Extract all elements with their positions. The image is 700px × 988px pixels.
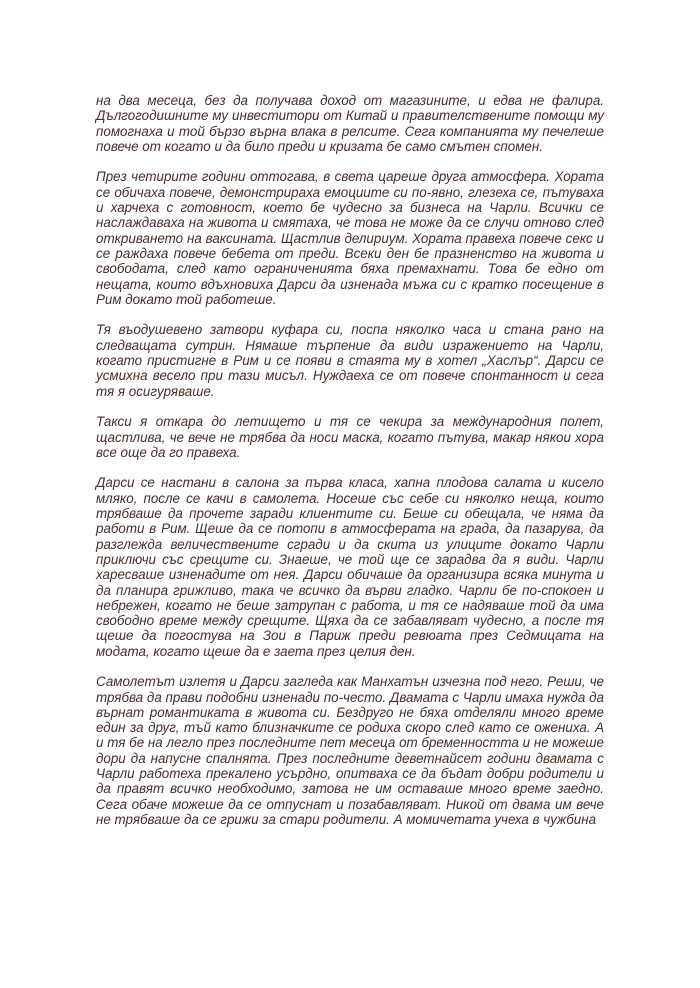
paragraph-1: на два месеца, без да получава доход от магазините, и едва не фалира. Дългогодишните му инвеститори от Китай и правителствените помощи му помогнаха и той бързо върна влака в релсите. Сега компанията му печелеше повече от когато и да било преди и кризата бе само смътен спомен. (96, 93, 604, 154)
paragraph-5: Дарси се настани в салона за първа класа, хапна плодова салата и кисело мляко, после се качи в самолета. Носеше със себе си няколко неща, които трябваше да прочете заради клиентите си. Беше си обещала, че няма да работи в Рим. Щеше да се потопи в атмосферата на града, да пазарува, да разглежда величествените сгради и да скита из улиците докато Чарли приключи със срещите си. Знаеше, че той ще се зарадва да я види. Чарли харесваше изненадите от нея. Дарси обичаше да организира всяка минута и да планира грижливо, така че всичко да върви гладко. Чарли бе по-спокоен и небрежен, когато не беше затрупан с работа, и тя се надяваше той да има свободно време между срещите. Щяха да се забавляват чудесно, а после тя щеше да погостува на Зои в Париж преди ревюата през Седмицата на модата, когато щеше да е заета през целия ден. (96, 475, 604, 659)
body-text (96, 93, 604, 827)
paragraph-6: Самолетът излетя и Дарси загледа как Манхатън изчезна под него. Реши, че трябва да прави подобни изненади по-често. Двамата с Чарли имаха нужда да върнат романтиката в живота си. Бездруго не бяха отделяли много време един за друг, тъй като близначките се родиха скоро след като се ожениха. А и тя бе на легло през последните пет месеца от бременността и не можеше дори да напусне спалнята. През последните деветнайсет години двамата с Чарли работеха прекалено усърдно, опитваха се да бъдат добри родители и да правят всичко необходимо, затова не им оставаше много време заедно. Сега обаче можеше да се отпуснат и позабавляват. Никой от двама им вече не трябваше да се грижи за стари родители. А момичетата учеха в чужбина (96, 674, 604, 827)
paragraph-4: Такси я откара до летището и тя се чекира за международния полет, щастлива, че вече не трябва да носи маска, когато пътува, макар някои хора все още да го правеха. (96, 414, 604, 460)
paragraph-2: През четирите години оттогава, в света цареше друга атмосфера. Хората се обичаха повече, демонстрираха емоциите си по-явно, глезеха се, пътуваха и харчеха с готовност, което бе чудесно за бизнеса на Чарли. Всички се наслаждаваха на живота и смятаха, че това не може да се случи отново след откриването на ваксината. Щастлив делириум. Хората правеха повече секс и се раждаха повече бебета от преди. Всеки ден бе празненство на живота и свободата, след като ограниченията бяха премахнати. Това бе едно от нещата, които вдъхновиха Дарси да изненада мъжа си с кратко посещение в Рим докато той работеше. (96, 169, 604, 307)
paragraph-3: Тя въодушевено затвори куфара си, поспа няколко часа и стана рано на следващата сутрин. Нямаше търпение да види изражението на Чарли, когато пристигне в Рим и се появи в стаята му в хотел „Хаслър“. Дарси се усмихна весело при тази мисъл. Нуждаеха се от повече спонтанност и сега тя я осигуряваше. (96, 322, 604, 399)
